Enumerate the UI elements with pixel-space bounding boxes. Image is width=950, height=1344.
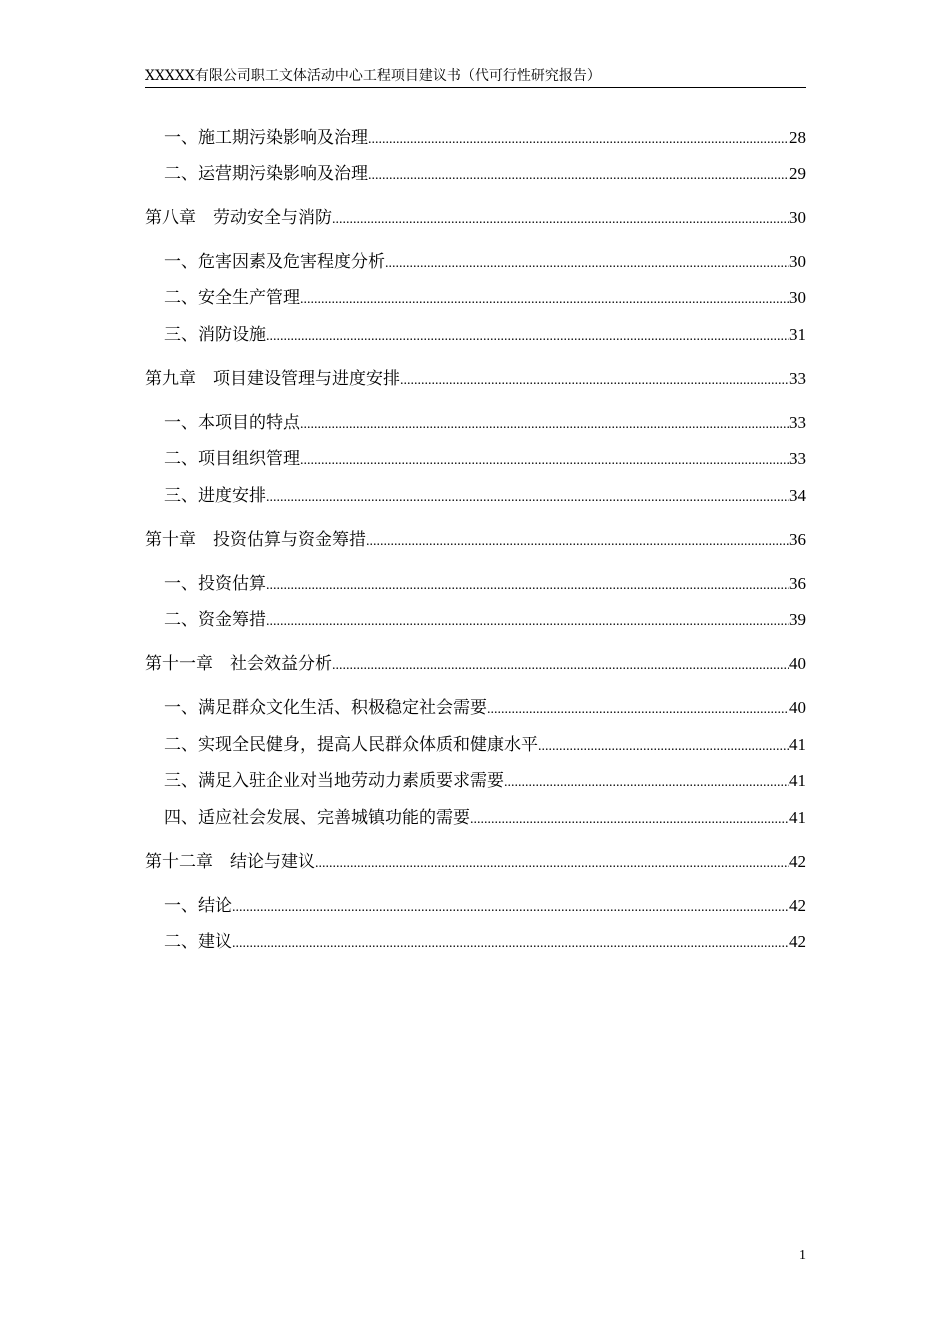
toc-chapter-entry[interactable] xyxy=(145,850,806,874)
toc-section-entry[interactable] xyxy=(164,162,806,186)
toc-entry-title: 一、本项目的特点 xyxy=(164,413,300,433)
toc-dot-leader xyxy=(400,369,789,393)
toc-entry-title: 二、实现全民健身，提高人民群众体质和健康水平 xyxy=(164,735,538,755)
toc-entry-title: 第八章 劳动安全与消防 xyxy=(145,208,332,228)
toc-dot-leader xyxy=(332,208,789,232)
toc-dot-leader xyxy=(266,574,789,598)
toc-section-entry[interactable] xyxy=(164,286,806,310)
toc-chapter-entry[interactable] xyxy=(145,206,806,230)
toc-dot-leader xyxy=(300,413,789,437)
toc-entry-page: 33 xyxy=(789,449,806,468)
toc-entry-title: 第十章 投资估算与资金筹措 xyxy=(145,530,366,550)
toc-entry-page: 42 xyxy=(789,852,806,871)
toc-entry-title: 二、建议 xyxy=(164,932,232,952)
toc-entry-page: 30 xyxy=(789,288,806,307)
toc-dot-leader xyxy=(300,449,789,473)
toc-entry-page: 39 xyxy=(789,610,806,629)
toc-section-entry[interactable] xyxy=(164,411,806,435)
toc-dot-leader xyxy=(232,896,789,920)
page-number: 1 xyxy=(799,1248,806,1263)
toc-section-entry[interactable] xyxy=(164,769,806,793)
toc-entry-title: 第九章 项目建设管理与进度安排 xyxy=(145,369,400,389)
toc-section-entry[interactable] xyxy=(164,572,806,596)
toc-entry-title: 三、满足入驻企业对当地劳动力素质要求需要 xyxy=(164,771,504,791)
toc-section-entry[interactable] xyxy=(164,806,806,830)
toc-section-entry[interactable] xyxy=(164,447,806,471)
toc-entry-title: 一、满足群众文化生活、积极稳定社会需要 xyxy=(164,698,487,718)
toc-dot-leader xyxy=(366,530,789,554)
toc-chapter-entry[interactable] xyxy=(145,367,806,391)
toc-entry-page: 40 xyxy=(789,698,806,717)
toc-section-entry[interactable] xyxy=(164,733,806,757)
toc-entry-title: 第十一章 社会效益分析 xyxy=(145,654,332,674)
toc-entry-page: 41 xyxy=(789,735,806,754)
toc-entry-page: 41 xyxy=(789,808,806,827)
toc-dot-leader xyxy=(232,932,789,956)
toc-entry-title: 四、适应社会发展、完善城镇功能的需要 xyxy=(164,808,470,828)
toc-section-entry[interactable] xyxy=(164,484,806,508)
toc-entry-page: 36 xyxy=(789,574,806,593)
toc-entry-title: 二、项目组织管理 xyxy=(164,449,300,469)
toc-dot-leader xyxy=(504,771,789,795)
toc-dot-leader xyxy=(266,325,789,349)
toc-dot-leader xyxy=(487,698,789,722)
toc-section-entry[interactable] xyxy=(164,126,806,150)
toc-entry-title: 二、资金筹措 xyxy=(164,610,266,630)
toc-entry-page: 42 xyxy=(789,932,806,951)
toc-dot-leader xyxy=(266,486,789,510)
toc-dot-leader xyxy=(300,288,789,312)
toc-entry-page: 40 xyxy=(789,654,806,673)
toc-entry-title: 三、进度安排 xyxy=(164,486,266,506)
toc-entry-title: 二、安全生产管理 xyxy=(164,288,300,308)
toc-entry-page: 41 xyxy=(789,771,806,790)
toc-entry-page: 34 xyxy=(789,486,806,505)
toc-entry-title: 一、投资估算 xyxy=(164,574,266,594)
toc-chapter-entry[interactable] xyxy=(145,652,806,676)
toc-entry-page: 29 xyxy=(789,164,806,183)
toc-dot-leader xyxy=(315,852,789,876)
toc-dot-leader xyxy=(385,252,789,276)
toc-entry-title: 一、结论 xyxy=(164,896,232,916)
toc-section-entry[interactable] xyxy=(164,696,806,720)
toc-chapter-entry[interactable] xyxy=(145,528,806,552)
toc-entry-page: 30 xyxy=(789,208,806,227)
toc-dot-leader xyxy=(368,128,789,152)
toc-entry-page: 33 xyxy=(789,413,806,432)
toc-section-entry[interactable] xyxy=(164,894,806,918)
toc-entry-title: 一、施工期污染影响及治理 xyxy=(164,128,368,148)
toc-entry-title: 一、危害因素及危害程度分析 xyxy=(164,252,385,272)
toc-dot-leader xyxy=(368,164,789,188)
toc-dot-leader xyxy=(266,610,789,634)
toc-dot-leader xyxy=(470,808,789,832)
toc-dot-leader xyxy=(538,735,789,759)
toc-section-entry[interactable] xyxy=(164,323,806,347)
page-header xyxy=(145,67,806,88)
toc-entry-page: 30 xyxy=(789,252,806,271)
toc-entry-page: 31 xyxy=(789,325,806,344)
toc-section-entry[interactable] xyxy=(164,608,806,632)
toc-entry-title: 第十二章 结论与建议 xyxy=(145,852,315,872)
toc-dot-leader xyxy=(332,654,789,678)
toc-entry-title: 三、消防设施 xyxy=(164,325,266,345)
toc-entry-title: 二、运营期污染影响及治理 xyxy=(164,164,368,184)
toc-section-entry[interactable] xyxy=(164,930,806,954)
toc-entry-page: 42 xyxy=(789,896,806,915)
toc-entry-page: 36 xyxy=(789,530,806,549)
toc-entry-page: 33 xyxy=(789,369,806,388)
toc-section-entry[interactable] xyxy=(164,250,806,274)
document-title: XXXXX有限公司职工文体活动中心工程项目建议书（代可行性研究报告） xyxy=(145,68,601,84)
toc-entry-page: 28 xyxy=(789,128,806,147)
